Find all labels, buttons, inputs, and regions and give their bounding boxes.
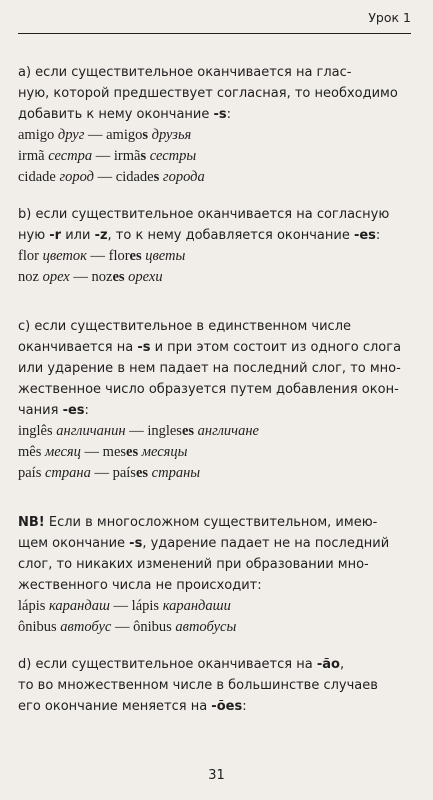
pt-plural-stem: mes: [102, 444, 127, 460]
dash: —: [109, 598, 132, 614]
paragraph-line: [18, 62, 413, 83]
ru-translation: орех: [42, 269, 70, 285]
example-line: [18, 421, 413, 442]
ru-plural: сестры: [149, 148, 197, 164]
pt-word: amigo: [18, 127, 55, 143]
ru-plural: цветы: [145, 248, 186, 264]
example-line: [18, 442, 413, 463]
text-span: , то к нему добавляется окончание: [107, 228, 354, 243]
section-d: [18, 654, 413, 717]
dash: —: [94, 169, 116, 185]
example-line: [18, 125, 413, 146]
dash: —: [69, 269, 92, 285]
plural-ending: s: [153, 169, 160, 185]
pt-word: irmã: [18, 148, 45, 164]
text-span: то во множественном числе в большинстве случаев: [18, 678, 378, 693]
example-line: [18, 167, 413, 188]
pt-plural-stem: ingles: [147, 423, 182, 439]
ru-translation: сестра: [48, 148, 93, 164]
ru-translation: карандаш: [49, 598, 110, 614]
pt-plural-stem: amigo: [106, 127, 143, 143]
dash: —: [90, 465, 113, 481]
text-span: :: [84, 403, 89, 418]
text-span: слог, то никаких изменений при образовании мно-: [18, 557, 369, 572]
pt-word: flor: [18, 248, 39, 264]
text-span: c) если существительное в единственном числе: [18, 319, 352, 334]
ru-translation: страна: [44, 465, 91, 481]
text-span: или: [61, 228, 95, 243]
section-b: [18, 204, 413, 288]
text-span: оканчивается на: [18, 340, 138, 355]
header-rule: [18, 33, 411, 34]
text-span: Если в многосложном существительном, имею-: [44, 515, 378, 530]
ru-plural: друзья: [151, 127, 192, 143]
paragraph-line: [18, 575, 413, 596]
paragraph-line: [18, 225, 413, 246]
ending-highlight: -s: [213, 107, 227, 122]
example-line: [18, 463, 413, 484]
paragraph-line: [18, 654, 413, 675]
nb-note: [18, 512, 413, 638]
text-span: , ударение падает не на последний: [142, 536, 390, 551]
ending-highlight: -ões: [211, 699, 243, 714]
ru-translation: месяц: [44, 444, 81, 460]
ending-highlight: -s: [137, 340, 151, 355]
text-span: добавить к нему окончание: [18, 107, 214, 122]
text-span: жественное число образуется путем добавления окон-: [18, 382, 399, 397]
pt-word: cidade: [18, 169, 56, 185]
ending-highlight: -s: [129, 536, 143, 551]
text-span: чания: [18, 403, 63, 418]
pt-word: lápis: [18, 598, 46, 614]
page-footer: [0, 768, 433, 783]
text-span: ную, которой предшествует согласная, то необходимо: [18, 86, 398, 101]
text-span: жественного числа не происходит:: [18, 578, 262, 593]
text-span: :: [226, 107, 232, 122]
text-span: или ударение в нем падает на последний слог, то мно-: [18, 361, 401, 376]
text-span: :: [242, 699, 247, 714]
section-c: [18, 316, 413, 484]
paragraph-line: [18, 104, 413, 125]
page-number: 31: [208, 768, 225, 783]
plural-ending: s: [140, 148, 147, 164]
ru-plural: орехи: [128, 269, 163, 285]
text-span: ,: [339, 657, 345, 672]
paragraph-line: [18, 337, 413, 358]
section-a: [18, 62, 413, 188]
pt-word: país: [18, 465, 42, 481]
ru-plural: страны: [151, 465, 201, 481]
plural-ending: es: [112, 269, 125, 285]
example-line: [18, 146, 413, 167]
ru-plural: города: [162, 169, 205, 185]
ending-highlight: -es: [353, 228, 376, 243]
text-span: b) если существительное оканчивается на согласную: [18, 207, 390, 222]
ending-highlight: -ão: [316, 657, 340, 672]
ru-plural: карандаши: [162, 598, 231, 614]
pt-plural-stem: irmã: [113, 148, 141, 164]
paragraph-line: [18, 379, 413, 400]
page-header: [0, 0, 433, 36]
example-line: [18, 617, 413, 638]
ending-highlight: -z: [94, 228, 108, 243]
paragraph-line: [18, 533, 413, 554]
pt-word: mês: [18, 444, 42, 460]
dash: —: [125, 423, 148, 439]
dash: —: [92, 148, 114, 164]
ending-highlight: -r: [49, 228, 62, 243]
ru-translation: автобус: [60, 619, 112, 635]
plural-ending: es: [126, 444, 139, 460]
plural-ending: es: [135, 465, 149, 481]
text-span: и при этом состоит из одного слога: [150, 340, 402, 355]
example-line: [18, 246, 413, 267]
paragraph-line: [18, 400, 413, 421]
pt-word: ônibus: [18, 619, 57, 635]
ru-translation: цветок: [42, 248, 87, 264]
text-span: его окончание меняется на: [18, 699, 212, 714]
ending-highlight: -es: [62, 403, 85, 418]
pt-plural-stem: lápis: [131, 598, 160, 614]
dash: —: [80, 444, 103, 460]
paragraph-line: [18, 204, 413, 225]
lesson-label: Урок 1: [368, 10, 411, 25]
plural-ending: es: [129, 248, 142, 264]
pt-word: noz: [18, 269, 39, 285]
ru-plural: месяцы: [141, 444, 188, 460]
paragraph-line: [18, 83, 413, 104]
pt-plural-stem: noz: [91, 269, 113, 285]
paragraph-line: [18, 316, 413, 337]
plural-ending: es: [181, 423, 195, 439]
text-span: :: [375, 228, 381, 243]
pt-word: inglês: [18, 423, 53, 439]
pt-plural-stem: ônibus: [133, 619, 172, 635]
dash: —: [111, 619, 134, 635]
text-span: щем окончание: [18, 536, 130, 551]
dash: —: [84, 127, 107, 143]
paragraph-line: [18, 512, 413, 533]
pt-plural-stem: flor: [108, 248, 130, 264]
example-line: [18, 267, 413, 288]
dash: —: [86, 248, 109, 264]
paragraph-line: [18, 358, 413, 379]
paragraph-line: [18, 675, 413, 696]
ru-plural: англичане: [197, 423, 259, 439]
ru-translation: город: [59, 169, 95, 185]
text-span: d) если существительное оканчивается на: [18, 657, 317, 672]
plural-ending: s: [142, 127, 149, 143]
ru-plural: автобусы: [175, 619, 237, 635]
nb-label: NB!: [18, 515, 45, 530]
ru-translation: англичанин: [56, 423, 126, 439]
pt-plural-stem: cidade: [115, 169, 154, 185]
pt-plural-stem: país: [112, 465, 136, 481]
paragraph-line: [18, 554, 413, 575]
paragraph-line: [18, 696, 413, 717]
text-span: ную: [18, 228, 50, 243]
example-line: [18, 596, 413, 617]
ru-translation: друг: [57, 127, 85, 143]
text-span: a) если существительное оканчивается на глас-: [18, 65, 352, 80]
